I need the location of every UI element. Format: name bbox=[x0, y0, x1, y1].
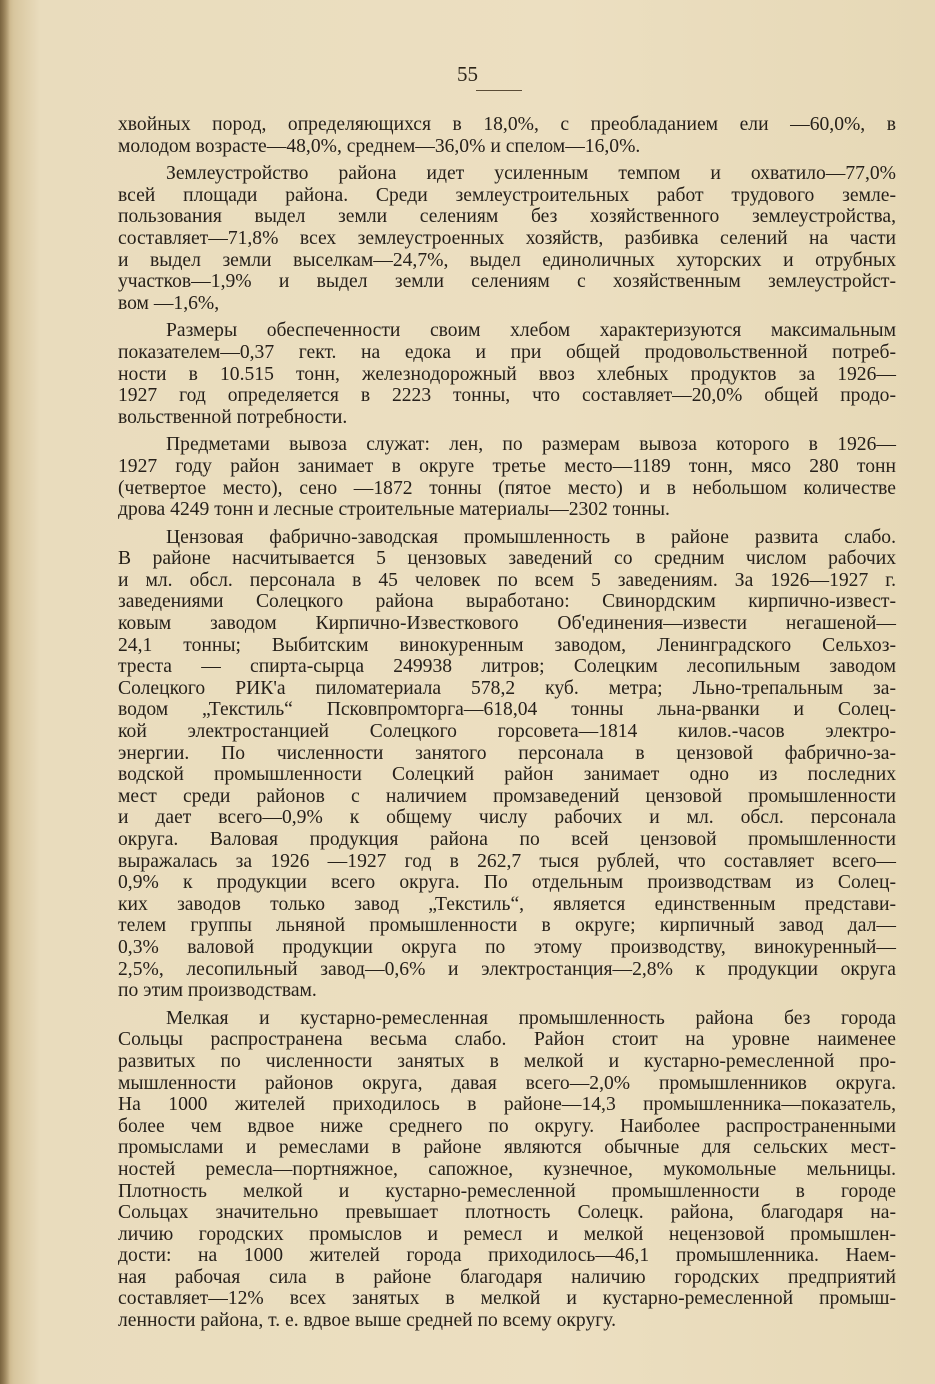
text-line: Цензовая фабрично-заводская промышленность в районе развита слабо. bbox=[166, 526, 896, 548]
text-line: Сольцы распространена весьма слабо. Район стоит на уровне наименее bbox=[118, 1029, 896, 1051]
text-line: Землеустройство района идет усиленным темпом и охватило—77,0% bbox=[166, 163, 896, 185]
text-line: 1927 год определяется в 2223 тонны, что составляет—20,0% общей продо- bbox=[118, 385, 896, 407]
text-line: по этим производствам. bbox=[118, 980, 317, 1002]
text-line: личию городских промыслов и ремесл и мелкой нецензовой промышлен- bbox=[118, 1223, 896, 1245]
text-line: всей площади района. Среди землеустроительных работ трудового земле- bbox=[118, 184, 896, 206]
text-line: 24,1 тонны; Выбитским винокуренным заводом, Ленинградского Сельхоз- bbox=[118, 634, 896, 656]
text-line: составляет—71,8% всех землеустроенных хозяйств, разбивка селений на части bbox=[118, 227, 896, 249]
text-line: В районе насчитывается 5 цензовых заведений со средним числом рабочих bbox=[118, 548, 896, 570]
text-line: Мелкая и кустарно-ремесленная промышленность района без города bbox=[166, 1007, 896, 1029]
text-line: вольственной потребности. bbox=[118, 406, 348, 428]
paragraph bbox=[118, 163, 896, 314]
text-line: вом —1,6%, bbox=[118, 292, 220, 314]
text-line: участков—1,9% и выдел земли селениям с хозяйственным землеустройст- bbox=[118, 271, 896, 293]
text-line: ких заводов только завод „Текстиль“, является единственным представи- bbox=[118, 893, 896, 915]
text-line: ностей ремесла—портняжное, сапожное, кузнечное, мукомольные мельницы. bbox=[118, 1158, 896, 1180]
text-line: треста — спирта-сырца 249938 литров; Солецким лесопильным заводом bbox=[118, 656, 896, 678]
text-line: На 1000 жителей приходилось в районе—14,3 промышленника—показатель, bbox=[118, 1094, 896, 1116]
text-line: составляет—12% всех занятых в мелкой и кустарно-ремесленной промыш- bbox=[118, 1288, 896, 1310]
text-line: молодом возрасте—48,0%, среднем—36,0% и спелом—16,0%. bbox=[118, 135, 641, 157]
text-line: пользования выдел земли селениям без хозяйственного землеустройства, bbox=[118, 206, 896, 228]
page-gutter-shadow bbox=[0, 0, 10, 1384]
text-line: дрова 4249 тонн и лесные строительные материалы—2302 тонны. bbox=[118, 499, 670, 521]
text-line: дости: на 1000 жителей города приходилось—46,1 промышленника. Наем- bbox=[118, 1245, 896, 1267]
text-line: и дает всего—0,9% к общему числу рабочих и мл. обсл. персонала bbox=[118, 807, 896, 829]
text-line: развитых по численности занятых в мелкой и кустарно-ремесленной про- bbox=[118, 1050, 896, 1072]
text-line: более чем вдвое ниже среднего по округу. Наиболее распространенными bbox=[118, 1115, 896, 1137]
page-number: 55 bbox=[457, 62, 478, 86]
text-line: 1927 году район занимает в округе третье место—1189 тонн, мясо 280 тонн bbox=[118, 455, 896, 477]
text-line: телем группы льняной промышленности в округе; кирпичный завод дал— bbox=[118, 915, 896, 937]
text-line: ленности района, т. е. вдвое выше средней по всему округу. bbox=[118, 1310, 617, 1332]
text-line: заведениями Солецкого района выработано: Свинордским кирпично-извест- bbox=[118, 591, 896, 613]
text-line: водской промышленности Солецкий район занимает одно из последних bbox=[118, 764, 896, 786]
text-line: Сольцах значительно превышает плотность Солецк. района, благодаря на- bbox=[118, 1202, 896, 1224]
text-line: энергии. По численности занятого персонала в цензовой фабрично-за- bbox=[118, 742, 896, 764]
paragraph bbox=[118, 320, 896, 428]
text-line: и выдел земли выселкам—24,7%, выдел единоличных хуторских и отрубных bbox=[118, 249, 896, 271]
page-number-rule bbox=[476, 90, 522, 91]
text-line: 0,9% к продукции всего округа. По отдельным производствам из Солец- bbox=[118, 872, 896, 894]
text-line: (четвертое место), сено —1872 тонны (пятое место) и в небольшом количестве bbox=[118, 477, 896, 499]
text-line: выражалась за 1926 —1927 год в 262,7 тыся рублей, что составляет всего— bbox=[118, 850, 896, 872]
text-line: Размеры обеспеченности своим хлебом характеризуются максимальным bbox=[166, 320, 896, 342]
text-line: Плотность мелкой и кустарно-ремесленной промышленности в городе bbox=[118, 1180, 896, 1202]
text-line: промыслами и ремеслами в районе являются обычные для сельских мест- bbox=[118, 1137, 896, 1159]
text-line: ная рабочая сила в районе благодаря наличию городских предприятий bbox=[118, 1266, 896, 1288]
text-line: водом „Текстиль“ Псковпромторга—618,04 тонны льна-рванки и Солец- bbox=[118, 699, 896, 721]
paragraph bbox=[118, 1008, 896, 1332]
text-line: хвойных пород, определяющихся в 18,0%, с преобладанием ели —60,0%, в bbox=[118, 114, 896, 135]
paragraph bbox=[118, 434, 896, 520]
text-line: Солецкого РИК'а пиломатериала 578,2 куб. метра; Льно-трепальным за- bbox=[118, 677, 896, 699]
text-line: 0,3% валовой продукции округа по этому производству, винокуренный— bbox=[118, 936, 896, 958]
text-line: ковым заводом Кирпично-Известкового Об'единения—извести негашеной— bbox=[118, 613, 896, 635]
text-line: Предметами вывоза служат: лен, по размерам вывоза которого в 1926— bbox=[166, 434, 896, 456]
paragraph bbox=[118, 527, 896, 1002]
text-line: ности в 10.515 тонн, железнодорожный ввоз хлебных продуктов за 1926— bbox=[118, 363, 896, 385]
text-line: кой электростанцией Солецкого горсовета—1814 килов.-часов электро- bbox=[118, 721, 896, 743]
text-line: округа. Валовая продукция района по всей цензовой промышленности bbox=[118, 829, 896, 850]
text-line: показателем—0,37 гект. на едока и при общей продовольственной потреб- bbox=[118, 341, 896, 363]
text-line: мышленности районов округа, давая всего—2,0% промышленников округа. bbox=[118, 1072, 896, 1094]
body-text bbox=[118, 114, 896, 1338]
text-line: мест среди районов с наличием промзаведений цензовой промышленности bbox=[118, 785, 896, 807]
text-line: 2,5%, лесопильный завод—0,6% и электростанция—2,8% к продукции округа bbox=[118, 958, 896, 980]
text-line: и мл. обсл. персонала в 45 человек по всем 5 заведениям. За 1926—1927 г. bbox=[118, 569, 896, 591]
paragraph bbox=[118, 114, 896, 157]
